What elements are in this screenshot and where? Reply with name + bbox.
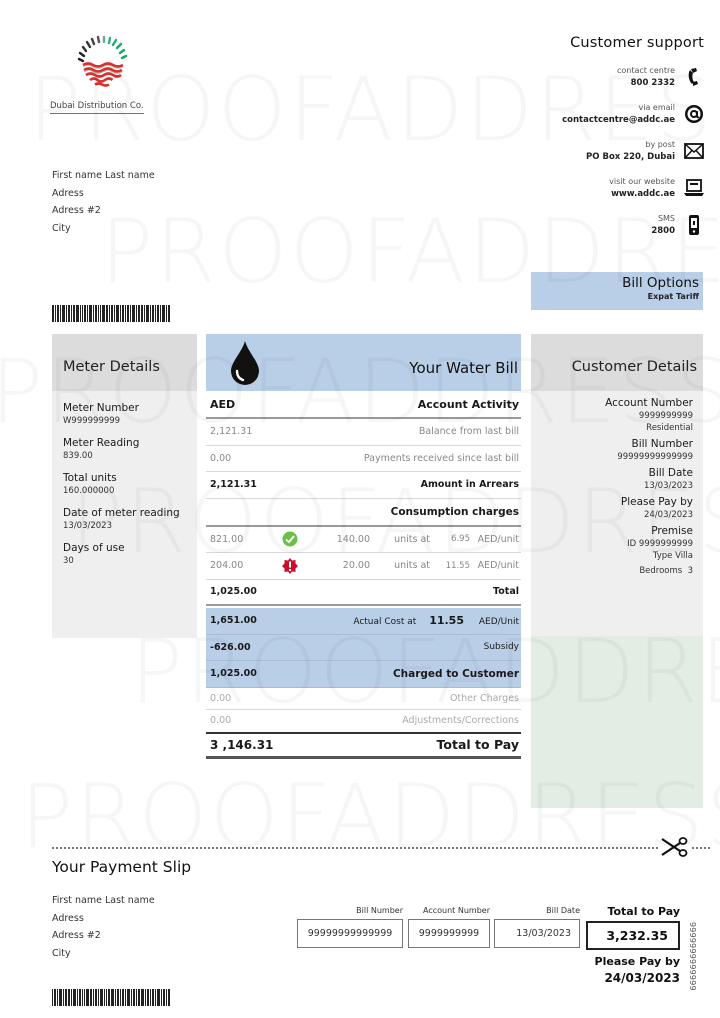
phone-icon bbox=[684, 67, 704, 87]
bill-row-arrears bbox=[206, 472, 521, 499]
units: 140.00 bbox=[336, 533, 370, 545]
slip-city: City bbox=[52, 947, 71, 959]
water-drop-icon bbox=[228, 340, 262, 386]
slip-pay-by-label: Please Pay by bbox=[594, 955, 680, 968]
meter-details-title: Meter Details bbox=[52, 334, 197, 391]
consumption-tier-row bbox=[206, 553, 521, 580]
slip-recipient-name: First name Last name bbox=[52, 895, 155, 906]
row-label: Subsidy bbox=[483, 642, 519, 653]
units: 20.00 bbox=[342, 560, 370, 572]
vertical-reference-code: 9999999999999 bbox=[688, 922, 697, 991]
support-label: visit our website bbox=[609, 177, 675, 186]
meter-field bbox=[63, 436, 197, 462]
field-label: Premise bbox=[651, 525, 693, 537]
recipient-address-line1: Adress bbox=[52, 187, 84, 199]
recipient-address bbox=[52, 167, 155, 237]
amount: 1,651.00 bbox=[210, 615, 257, 627]
row-label: Other Charges bbox=[449, 692, 519, 704]
support-title: Customer support bbox=[570, 35, 704, 51]
bill-row-balance-last bbox=[206, 419, 521, 446]
account-type: Residential bbox=[646, 423, 693, 433]
actual-cost-unit: AED/Unit bbox=[478, 617, 519, 628]
meter-field bbox=[63, 541, 197, 567]
account-number-box: 9999999999 bbox=[408, 919, 490, 948]
bill-date-field bbox=[531, 466, 693, 492]
consumption-tier-row bbox=[206, 527, 521, 554]
rate: 6.95 bbox=[451, 534, 470, 545]
total-label: Total to Pay bbox=[607, 905, 680, 918]
meter-field-value: 160.000000 bbox=[63, 486, 115, 496]
recipient-name: First name Last name bbox=[52, 170, 155, 181]
amount: 2,121.31 bbox=[210, 479, 257, 491]
premise-id: ID 9999999999 bbox=[627, 539, 693, 549]
support-item-sms[interactable] bbox=[454, 213, 704, 237]
meter-field-value: W999999999 bbox=[63, 416, 121, 426]
premise-type: Type Villa bbox=[652, 551, 693, 561]
total-label: Total to Pay bbox=[436, 737, 519, 752]
field-label: Bill Date bbox=[648, 467, 693, 479]
bill-row-payments bbox=[206, 446, 521, 473]
meter-field-label: Date of meter reading bbox=[63, 507, 180, 519]
company-logo bbox=[50, 35, 160, 114]
amount: 821.00 bbox=[210, 533, 244, 545]
account-activity-label: Account Activity bbox=[417, 397, 519, 411]
amount: 1,025.00 bbox=[210, 586, 257, 598]
units-at-label: units at bbox=[394, 533, 430, 545]
water-bill-header bbox=[206, 334, 521, 391]
support-value: contactcentre@addc.ae bbox=[562, 115, 675, 125]
amount: 204.00 bbox=[210, 560, 244, 572]
meter-field bbox=[63, 401, 197, 427]
support-value: 2800 bbox=[651, 226, 675, 236]
meter-field-value: 30 bbox=[63, 556, 74, 566]
company-name: Dubai Distribution Co. bbox=[50, 101, 144, 114]
slip-bill-number bbox=[297, 906, 403, 948]
support-label: via email bbox=[638, 103, 675, 112]
slip-address-line2: Adress #2 bbox=[52, 930, 101, 941]
support-label: SMS bbox=[657, 214, 675, 223]
bill-number-box: 99999999999999 bbox=[297, 919, 403, 948]
green-check-icon bbox=[270, 531, 310, 547]
tariff-label: Expat Tariff bbox=[647, 292, 699, 301]
rate: 11.55 bbox=[445, 560, 470, 571]
meter-field bbox=[63, 471, 197, 497]
total-amount-box: 3,232.35 bbox=[586, 921, 680, 950]
support-item-post[interactable] bbox=[454, 139, 704, 163]
water-bill-panel bbox=[206, 334, 521, 759]
consumption-charges-label: Consumption charges bbox=[390, 505, 519, 518]
premise-bedrooms: Bedrooms 3 bbox=[639, 566, 693, 576]
amount: 1,025.00 bbox=[210, 668, 257, 680]
premise-field bbox=[531, 524, 693, 577]
row-label: Charged to Customer bbox=[392, 667, 519, 680]
actual-cost-rate: 11.55 bbox=[429, 614, 464, 628]
meter-field-value: 839.00 bbox=[63, 451, 93, 461]
amount: 2,121.31 bbox=[210, 426, 253, 438]
bill-date-box: 13/03/2023 bbox=[494, 919, 580, 948]
field-label: Please Pay by bbox=[620, 496, 693, 508]
bill-row-charged bbox=[206, 661, 521, 688]
slip-total bbox=[586, 905, 680, 987]
bill-number-field bbox=[531, 437, 693, 463]
support-value: 800 2332 bbox=[630, 78, 675, 88]
scissors-icon bbox=[660, 836, 690, 858]
slip-address-line1: Adress bbox=[52, 912, 84, 924]
slip-barcode bbox=[52, 989, 216, 1006]
slip-pay-by-date: 24/03/2023 bbox=[604, 971, 680, 985]
row-label: Adjustments/Corrections bbox=[402, 715, 519, 726]
support-item-website[interactable] bbox=[454, 176, 704, 200]
field-label: Bill Number bbox=[631, 438, 693, 450]
red-alert-icon bbox=[270, 558, 310, 574]
support-item-phone[interactable] bbox=[454, 65, 704, 89]
payment-slip-title: Your Payment Slip bbox=[52, 858, 192, 876]
actual-cost-label: Actual Cost at bbox=[353, 617, 417, 628]
field-label: Bill Number bbox=[356, 906, 403, 915]
meter-field bbox=[63, 506, 197, 532]
account-number-field bbox=[531, 396, 693, 434]
row-label: Balance from last bill bbox=[418, 426, 519, 438]
bill-row-consumption-total bbox=[206, 580, 521, 607]
unit-label: AED/unit bbox=[477, 560, 519, 572]
consumption-charges-header bbox=[206, 499, 521, 527]
meter-field-label: Meter Reading bbox=[63, 437, 140, 449]
at-sign-icon bbox=[684, 104, 704, 124]
customer-support bbox=[454, 35, 704, 250]
green-info-block bbox=[531, 636, 703, 808]
support-value: www.addc.ae bbox=[611, 189, 675, 199]
field-label: Bill Date bbox=[546, 906, 580, 915]
meter-field-label: Meter Number bbox=[63, 402, 139, 414]
support-label: by post bbox=[645, 140, 675, 149]
laptop-icon bbox=[684, 178, 704, 198]
bill-row-subsidy bbox=[206, 635, 521, 662]
pay-by-field bbox=[531, 495, 693, 521]
amount: -626.00 bbox=[210, 641, 251, 653]
support-value: PO Box 220, Dubai bbox=[586, 152, 675, 162]
slip-recipient-address bbox=[52, 892, 155, 962]
total-amount: 3 ,146.31 bbox=[210, 737, 274, 752]
row-label: Payments received since last bill bbox=[363, 452, 519, 464]
barcode bbox=[52, 305, 216, 322]
meter-field-value: 13/03/2023 bbox=[63, 521, 112, 531]
slip-bill-date bbox=[494, 906, 580, 948]
field-label: Account Number bbox=[605, 397, 693, 409]
meter-field-label: Days of use bbox=[63, 542, 125, 554]
customer-details-title: Customer Details bbox=[531, 334, 703, 391]
field-label: Account Number bbox=[423, 906, 490, 915]
account-number: 9999999999 bbox=[638, 411, 693, 421]
bill-date: 13/03/2023 bbox=[644, 481, 693, 491]
bill-row-other-charges bbox=[206, 688, 521, 710]
water-bill-title: Your Water Bill bbox=[409, 359, 518, 377]
bill-row-total-to-pay bbox=[206, 732, 521, 759]
bill-options bbox=[531, 272, 703, 310]
row-label: Total bbox=[493, 586, 519, 598]
currency-label: AED bbox=[210, 397, 236, 411]
amount: 0.00 bbox=[210, 452, 232, 464]
unit-label: AED/unit bbox=[477, 533, 519, 545]
recipient-address-line2: Adress #2 bbox=[52, 205, 101, 216]
customer-details-panel bbox=[531, 334, 703, 808]
sun-over-waves-logo-icon bbox=[76, 35, 130, 89]
support-item-email[interactable] bbox=[454, 102, 704, 126]
bill-options-title: Bill Options bbox=[622, 275, 699, 291]
meter-field-label: Total units bbox=[63, 472, 117, 484]
envelope-icon bbox=[684, 141, 704, 161]
meter-details-panel bbox=[52, 334, 197, 638]
bill-row-actual-cost bbox=[206, 608, 521, 635]
slip-account-number bbox=[408, 906, 490, 948]
cut-line bbox=[52, 847, 710, 849]
bill-row-adjustments bbox=[206, 710, 521, 732]
bill-number: 99999999999999 bbox=[617, 452, 693, 462]
units-at-label: units at bbox=[394, 560, 430, 572]
pay-by-date: 24/03/2023 bbox=[644, 510, 693, 520]
recipient-city: City bbox=[52, 222, 71, 234]
mobile-phone-icon bbox=[684, 215, 704, 235]
amount: 0.00 bbox=[210, 692, 232, 704]
row-label: Amount in Arrears bbox=[420, 479, 519, 491]
amount: 0.00 bbox=[210, 715, 232, 726]
account-activity-header bbox=[206, 391, 521, 419]
support-label: contact centre bbox=[616, 66, 675, 75]
